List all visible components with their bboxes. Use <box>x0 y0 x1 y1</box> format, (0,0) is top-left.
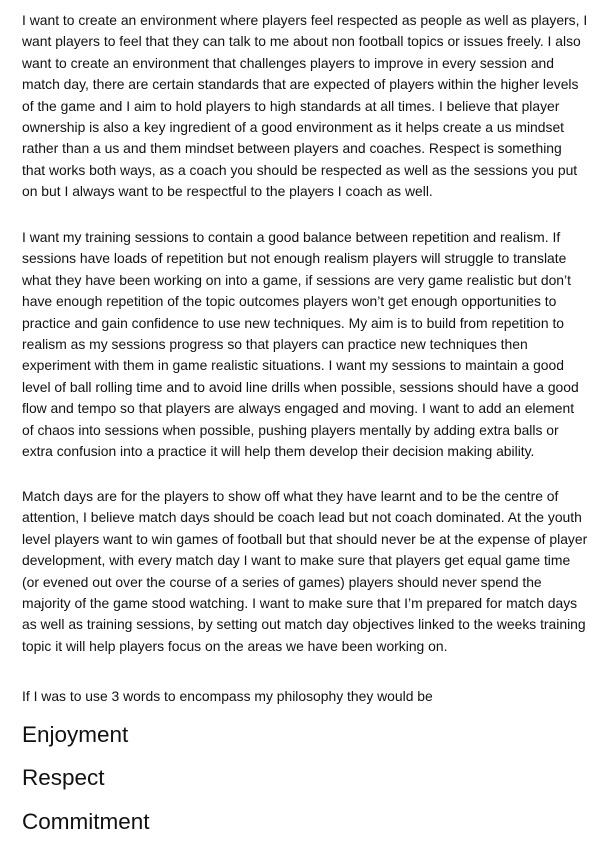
philosophy-word-enjoyment: Enjoyment <box>22 722 129 747</box>
paragraph-training-sessions: I want my training sessions to contain a good balance between repetition and realism. If sessions have loads of repetition but not enough realism players will struggle to translate what they have been working on into a game, if sessions are very game realistic but don’t have enough repetition of the topic outcomes players won’t get enough opportunities to practice and gain confidence to use new techniques. My aim is to build from repetition to realism as my sessions progress so that players can practice new techniques then experiment with them in game realistic situations. I want my sessions to maintain a good level of ball rolling time and to avoid line drills when possible, sessions should have a good flow and tempo so that players are always engaged and moving. I want to add an element of chaos into sessions when possible, pushing players mentally by adding extra balls or extra confusion into a practice it will help them develop their decision making ability. <box>22 229 579 460</box>
paragraph-three-words-intro: If I was to use 3 words to encompass my philosophy they would be <box>22 688 433 704</box>
philosophy-word-commitment: Commitment <box>22 809 150 834</box>
paragraph-match-days: Match days are for the players to show off what they have learnt and to be the centre of attention, I believe match days should be coach lead but not coach dominated. At the youth level players want to win games of football but that should never be at the expense of player development, with every match day I want to make sure that players get equal game time (or evened out over the course of a series of games) players should never spend the majority of the game stood watching. I want to make sure that I’m prepared for match days as well as training sessions, by setting out match day objectives linked to the weeks training topic it will help players focus on the areas we have been working on. <box>22 488 588 654</box>
paragraph-environment: I want to create an environment where players feel respected as people as well as players, I want players to feel that they can talk to me about non football topics or issues freely. I also want to create an environment that challenges players to improve in every session and match day, there are certain standards that are expected of players within the higher levels of the game and I aim to hold players to high standards at all times. I believe that player ownership is also a key ingredient of a good environment as it helps create a us mindset rather than a us and them mindset between players and coaches. Respect is something that works both ways, as a coach you should be respected as well as the sessions you put on but I always want to be respectful to the players I coach as well. <box>22 12 588 200</box>
philosophy-word-respect: Respect <box>22 765 105 790</box>
